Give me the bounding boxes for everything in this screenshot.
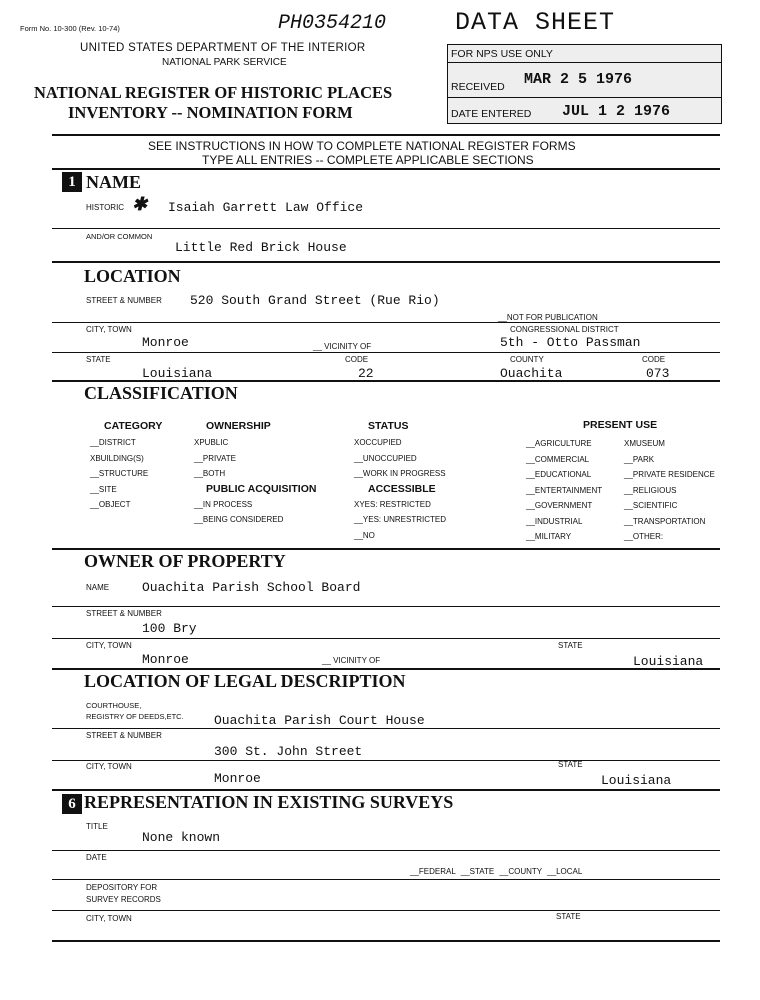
county-value: Ouachita (500, 366, 563, 381)
courthouse-value: Ouachita Parish Court House (214, 713, 425, 728)
service-name: NATIONAL PARK SERVICE (162, 57, 287, 68)
use-museum[interactable]: XMUSEUM (624, 439, 665, 448)
legal-city-label: CITY, TOWN (86, 762, 132, 771)
public-acquisition-header: PUBLIC ACQUISITION (206, 482, 317, 495)
accessible-yes-restricted[interactable]: XYES: RESTRICTED (354, 499, 431, 509)
category-district[interactable]: __DISTRICT (90, 438, 136, 447)
present-use-header: PRESENT USE (583, 419, 658, 431)
common-name-value: Little Red Brick House (175, 240, 347, 255)
legal-state-value: Louisiana (601, 773, 672, 788)
form-title-line-2: INVENTORY -- NOMINATION FORM (68, 103, 353, 122)
use-entertainment[interactable]: __ENTERTAINMENT (526, 485, 603, 495)
section-title-location: LOCATION (84, 266, 181, 286)
category-column (90, 418, 162, 513)
legal-state-label: STATE (558, 760, 583, 769)
category-buildings[interactable]: XBUILDING(S) (90, 453, 144, 463)
category-structure[interactable]: __STRUCTURE (90, 469, 149, 478)
use-commercial[interactable]: __COMMERCIAL (526, 454, 590, 464)
section-title-surveys: REPRESENTATION IN EXISTING SURVEYS (84, 792, 454, 812)
accessible-header: ACCESSIBLE (368, 482, 436, 495)
section-number-6: 6 (62, 794, 82, 814)
instructions-line-1: SEE INSTRUCTIONS IN HOW TO COMPLETE NATIONAL REGISTER FORMS (148, 139, 576, 153)
location-street-value: 520 South Grand Street (Rue Rio) (190, 293, 440, 308)
survey-state-label: STATE (556, 912, 581, 921)
ownership-header: OWNERSHIP (206, 420, 271, 432)
use-religious[interactable]: __RELIGIOUS (624, 485, 677, 495)
owner-name-value: Ouachita Parish School Board (142, 580, 361, 595)
historic-label: HISTORIC (86, 203, 125, 212)
section-title-owner: OWNER OF PROPERTY (84, 551, 286, 571)
received-label: RECEIVED (451, 81, 505, 93)
form-title-line-1: NATIONAL REGISTER OF HISTORIC PLACES (34, 83, 393, 102)
date-entered-label: DATE ENTERED (451, 108, 532, 120)
status-unoccupied[interactable]: __UNOCCUPIED (354, 453, 417, 463)
owner-vicinity-of[interactable]: __ VICINITY OF (322, 656, 381, 665)
acquisition-being-considered[interactable]: __BEING CONSIDERED (194, 515, 284, 524)
use-government[interactable]: __GOVERNMENT (526, 501, 593, 510)
present-use-column-2 (624, 436, 715, 545)
ownership-both[interactable]: __BOTH (194, 469, 226, 478)
status-work-in-progress[interactable]: __WORK IN PROGRESS (354, 469, 446, 478)
common-name-label: AND/OR COMMON (86, 232, 153, 241)
state-code-value: 22 (358, 366, 374, 381)
ownership-column (194, 418, 316, 528)
use-industrial[interactable]: __INDUSTRIAL (526, 516, 583, 526)
use-scientific[interactable]: __SCIENTIFIC (624, 501, 678, 510)
use-transportation[interactable]: __TRANSPORTATION (624, 516, 706, 526)
location-vicinity-of[interactable]: __ VICINITY OF (313, 342, 372, 351)
acquisition-in-process[interactable]: __IN PROCESS (194, 499, 253, 509)
entered-date: JUL 1 2 1976 (562, 103, 671, 120)
category-site[interactable]: __SITE (90, 484, 117, 494)
state-code-label: CODE (345, 355, 369, 364)
location-state-label: STATE (86, 355, 111, 364)
congressional-district-value: 5th - Otto Passman (500, 335, 641, 350)
location-street-label: STREET & NUMBER (86, 296, 162, 305)
status-occupied[interactable]: XOCCUPIED (354, 438, 402, 447)
reference-number: PH0354210 (278, 12, 387, 35)
legal-street-value: 300 St. John Street (214, 744, 363, 759)
historic-name-value: Isaiah Garrett Law Office (168, 200, 364, 215)
depository-label-line-2: SURVEY RECORDS (86, 895, 161, 904)
survey-city-label: CITY, TOWN (86, 914, 132, 923)
owner-street-value: 100 Bry (142, 621, 197, 636)
data-sheet-stamp: DATA SHEET (455, 8, 616, 37)
legal-city-value: Monroe (214, 771, 261, 786)
present-use-column-1 (526, 436, 602, 545)
location-city-label: CITY, TOWN (86, 325, 132, 334)
use-park[interactable]: __PARK (624, 454, 655, 464)
accessible-no[interactable]: __NO (354, 530, 375, 540)
survey-title-value: None known (142, 830, 221, 845)
survey-title-label: TITLE (86, 822, 108, 831)
ownership-public[interactable]: XPUBLIC (194, 438, 229, 447)
county-label: COUNTY (510, 355, 544, 364)
depository-label-line-1: DEPOSITORY FOR (86, 883, 158, 892)
use-private-residence[interactable]: __PRIVATE RESIDENCE (624, 470, 715, 479)
section-title-classification: CLASSIFICATION (84, 383, 238, 403)
section-title-name: NAME (86, 172, 141, 192)
legal-street-label: STREET & NUMBER (86, 731, 162, 740)
location-state-value: Louisiana (142, 366, 213, 381)
courthouse-label-line-1: COURTHOUSE, (86, 701, 142, 710)
use-educational[interactable]: __EDUCATIONAL (526, 470, 592, 479)
congressional-district-label: CONGRESSIONAL DISTRICT (510, 325, 619, 334)
survey-date-label: DATE (86, 853, 107, 862)
not-for-publication[interactable]: __NOT FOR PUBLICATION (498, 313, 598, 322)
section-number-1: 1 (62, 172, 82, 192)
owner-city-value: Monroe (142, 652, 189, 667)
owner-city-label: CITY, TOWN (86, 641, 132, 650)
section-title-legal-description: LOCATION OF LEGAL DESCRIPTION (84, 671, 406, 691)
county-code-value: 073 (646, 366, 670, 381)
status-header: STATUS (368, 420, 409, 432)
ownership-private[interactable]: __PRIVATE (194, 453, 236, 463)
survey-level-options[interactable]: __FEDERAL __STATE __COUNTY __LOCAL (410, 867, 583, 876)
owner-street-label: STREET & NUMBER (86, 609, 162, 618)
department-name: UNITED STATES DEPARTMENT OF THE INTERIOR (80, 42, 366, 54)
accessible-yes-unrestricted[interactable]: __YES: UNRESTRICTED (354, 515, 447, 524)
owner-name-label: NAME (86, 583, 110, 592)
category-header: CATEGORY (104, 420, 163, 432)
location-city-value: Monroe (142, 335, 189, 350)
owner-state-value: Louisiana (633, 654, 704, 669)
instructions-line-2: TYPE ALL ENTRIES -- COMPLETE APPLICABLE SECTIONS (202, 153, 534, 167)
use-other[interactable]: __OTHER: (624, 532, 664, 541)
handwritten-asterisk: ✱ (132, 196, 148, 216)
category-object[interactable]: __OBJECT (90, 500, 131, 509)
owner-state-label: STATE (558, 641, 583, 650)
county-code-label: CODE (642, 355, 666, 364)
nps-use-box (447, 44, 722, 124)
form-number: Form No. 10-300 (Rev. 10-74) (20, 24, 120, 33)
nps-use-label: FOR NPS USE ONLY (451, 48, 553, 60)
status-column (354, 418, 446, 543)
received-date: MAR 2 5 1976 (524, 71, 633, 88)
use-agriculture[interactable]: __AGRICULTURE (526, 439, 592, 448)
use-military[interactable]: __MILITARY (526, 532, 572, 541)
courthouse-label-line-2: REGISTRY OF DEEDS,ETC. (86, 712, 184, 721)
